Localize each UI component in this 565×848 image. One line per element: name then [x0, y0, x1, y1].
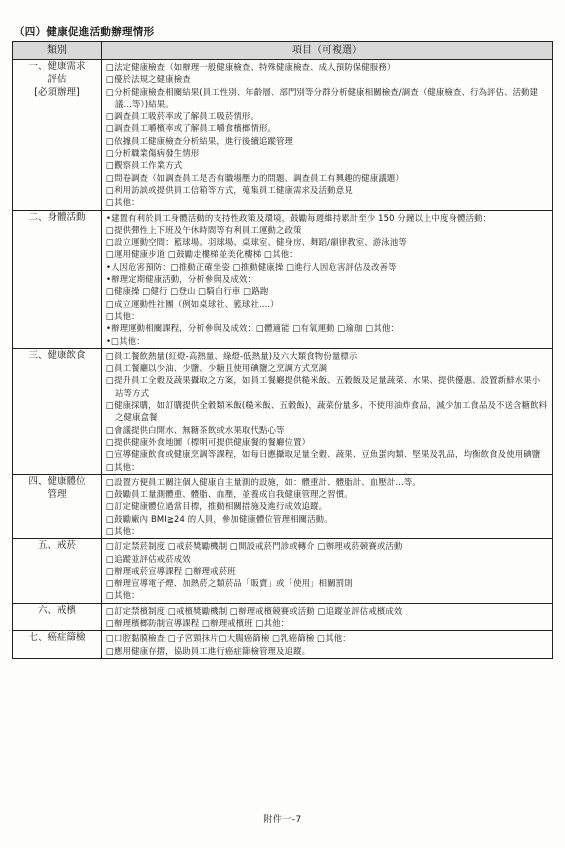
checklist-item: •辦理定期健康活動，分析參與及成效： — [106, 274, 257, 285]
checklist-item: □其他： — [106, 590, 140, 601]
checklist-item: □口腔黏膜檢查 □子宮頸抹片□大腸癌篩檢 □乳癌篩檢 □其他： — [106, 633, 351, 644]
checklist-item: □訂定健康體位過當目標，推動相關措施及進行成效追蹤。 — [106, 501, 328, 512]
health-promotion-table — [12, 41, 553, 659]
checklist-item: •□其他： — [106, 335, 145, 346]
checklist-item: □利用訪談或提供員工信箱等方式，蒐集員工健康需求及活動意見 — [106, 184, 353, 195]
checklist-item: □分析健康檢查相關結果(員工性別、年齡層、部門別等分群分析健康相關檢查/調查（健康檢查、行為評估、活動建議...等）)結果。 — [106, 86, 539, 109]
checklist-item: □提供彈性上下班及午休時間等有利員工運動之政策 — [106, 224, 302, 235]
checklist-item: □設立運動空間：籃球場、羽球場、桌球室、健身房、舞蹈/韻律教室、游泳池等 — [106, 237, 407, 248]
header-items: 項目（可複選） — [102, 42, 553, 60]
checklist-item: □鼓勵廠內 BMI≧24 的人員，參加健康體位管理相關活動。 — [106, 513, 333, 524]
items-cell — [102, 348, 553, 474]
checklist-item: □提供健康外食地圖（標明可提供健康餐的餐廳位置） — [106, 436, 311, 447]
category-cell: 七、癌症篩檢 — [13, 631, 102, 659]
table-row — [13, 210, 553, 348]
table-row — [13, 348, 553, 474]
checklist-item: □其他： — [106, 197, 140, 208]
checklist-item: □問卷調查（如調查員工是否有職場壓力的問題、調查員工有興趣的健康議題） — [106, 172, 404, 183]
checklist-item: □依據員工健康檢查分析結果，進行後續追蹤管理 — [106, 135, 294, 146]
section-title: （四）健康促進活動辦理情形 — [14, 26, 155, 38]
checklist-item: □成立運動性社團（例如桌球社、籃球社....） — [106, 298, 279, 309]
items-cell — [102, 210, 553, 348]
checklist-item: □追蹤並評估戒菸成效 — [106, 553, 191, 564]
table-row — [13, 60, 553, 211]
category-cell: 五、戒菸 — [13, 539, 102, 603]
checklist-item: □健康操 □健行 □登山 □騎自行車 □路跑 — [106, 286, 269, 297]
checklist-item: □員工餐廳以少油、少鹽、少糖且使用碘鹽之烹調方式烹調 — [106, 363, 328, 374]
header-category: 類別 — [13, 42, 102, 60]
category-cell: 一、健康需求 評估 [必須辦理] — [13, 60, 102, 211]
category-cell: 四、健康體位 管理 — [13, 474, 102, 538]
checklist-item: □法定健康檢查（如辦理一般健康檢查、特殊健康檢查、成人預防保健服務） — [106, 62, 396, 72]
checklist-item: □辦理戒菸宣導課程 □辦理戒菸班 — [106, 565, 236, 576]
checklist-item: □設置方便員工關注個人健康自主量測的設施，如：體重計、體脂計、血壓計…等。 — [106, 476, 421, 487]
checklist-item: •人因危害預防：□推動正確坐姿 □推動健康操 □進行人因危害評估及改善等 — [106, 261, 397, 272]
checklist-item: □運用健康步道 □鼓勵走樓梯並美化樓梯 □其他： — [106, 249, 298, 260]
checklist-item: □其他： — [106, 525, 140, 536]
table-row — [13, 539, 553, 603]
checklist-item: □辦理檳榔防制宣導課程 □辦理戒檳班 □其他： — [106, 618, 290, 629]
table-row — [13, 631, 553, 659]
checklist-item: □鼓勵員工量測體重、體脂、血壓，並養成自我健康管理之習慣。 — [106, 489, 353, 500]
checklist-item: □提升員工全穀及蔬果攝取之方案，如員工餐廳提供糙米飯、五穀飯及足量蔬菜、水果、提供優惠、設置新鮮水果小站等方式 — [106, 375, 541, 398]
checklist-item: □辦理宣導電子煙、加熱菸之類菸品「販賣」或「使用」相關罰則 — [106, 578, 353, 589]
items-cell — [102, 539, 553, 603]
checklist-item: □觀察員工作業方式 — [106, 160, 183, 171]
checklist-item: □調查員工嚼檳率或了解員工嚼食檳榔情形。 — [106, 123, 277, 134]
checklist-item: □員工餐飲熱量(紅燈-高熱量、綠燈-低熱量)及六大類食物份量標示 — [106, 350, 358, 361]
checklist-item: □宣導健康飲食或健康烹調等課程，如每日應攝取足量全穀、蔬果、豆魚蛋肉類、堅果及乳品，均衡飲食及使用碘鹽 — [106, 449, 541, 460]
category-cell: 三、健康飲食 — [13, 348, 102, 474]
checklist-item: •建置有利於員工身體活動的支持性政策及環境，鼓勵每週維持累計至少 150 分鐘以上中度身體活動： — [106, 212, 492, 223]
category-cell: 二、身體活動 — [13, 210, 102, 348]
checklist-item: □其他： — [106, 310, 140, 321]
checklist-item: □會議提供白開水、無糖茶飲或水果取代點心等 — [106, 424, 285, 435]
checklist-item: □優於法規之健康檢查 — [106, 74, 191, 85]
category-cell: 六、戒檳 — [13, 603, 102, 631]
table-header-row — [13, 42, 553, 60]
items-cell — [102, 603, 553, 631]
checklist-item: □分析職業傷病發生情形 — [106, 148, 200, 159]
checklist-item: □訂定禁菸制度 □戒菸獎勵機制 □開設戒菸門診或轉介 □辦理戒菸競賽或活動 — [106, 541, 403, 552]
checklist-item: •辦理運動相關課程，分析參與及成效：□體適能 □有氧運動 □瑜珈 □其他： — [106, 323, 400, 334]
items-cell — [102, 60, 553, 211]
checklist-item: □其他： — [106, 461, 140, 472]
table-row — [13, 474, 553, 538]
table-row — [13, 603, 553, 631]
items-cell — [102, 474, 553, 538]
page-footer: 附件一-7 — [263, 815, 302, 825]
items-cell — [102, 631, 553, 659]
checklist-item: □應用健康存摺，協助員工進行癌症篩檢管理及追蹤。 — [106, 645, 311, 656]
checklist-item: □健康採購，如訂購提供全穀類米飯(糙米飯、五穀飯)，蔬菜份量多、不使用油炸食品，減少加工食品及不送含糖飲料之健康盒餐 — [106, 400, 548, 423]
checklist-item: □調查員工吸菸率或了解員工吸菸情形。 — [106, 111, 259, 122]
checklist-item: □訂定禁檳制度 □戒檳獎勵機制 □辦理戒檳競賽或活動 □追蹤並評估戒檳成效 — [106, 605, 403, 616]
